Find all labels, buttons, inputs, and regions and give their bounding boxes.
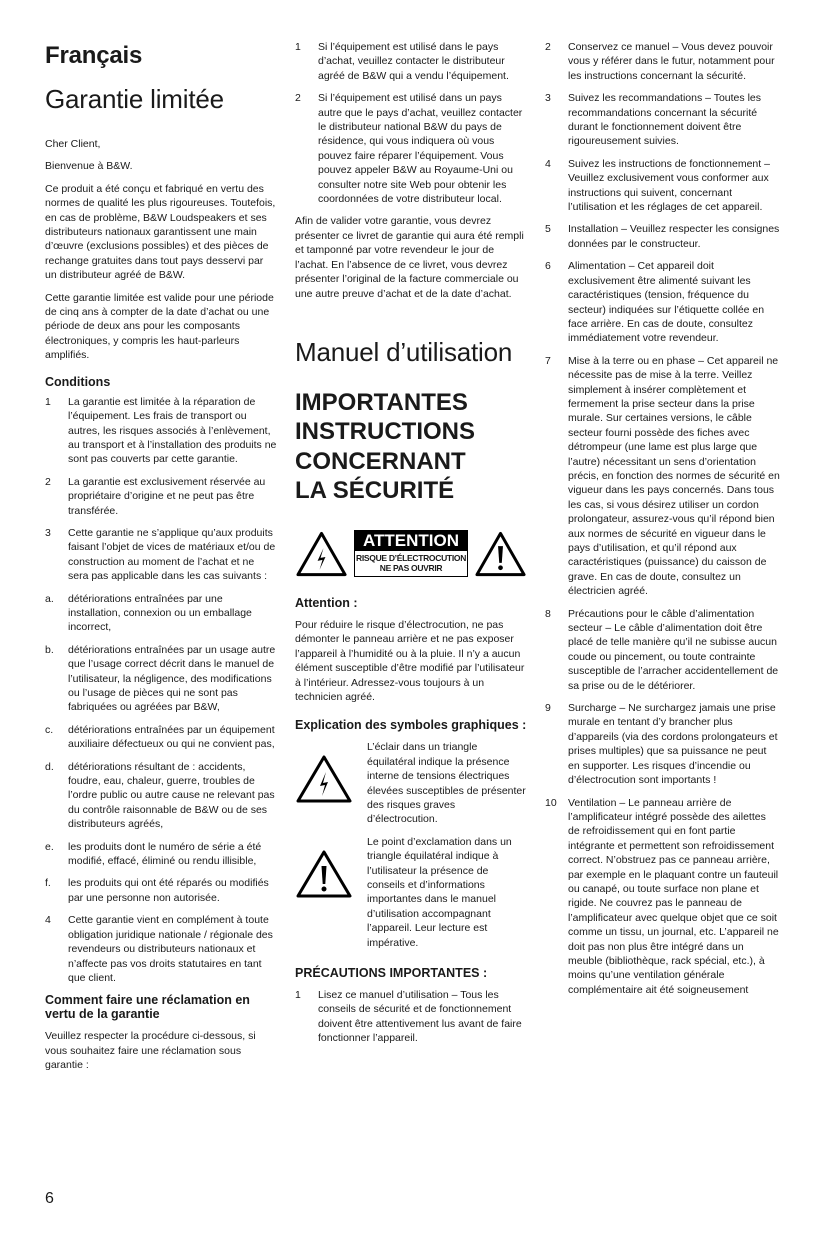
item-number: 2 bbox=[545, 41, 551, 53]
item-text: Suivez les recommandations – Toutes les recommandations concernant la sécurité durant le fonctionnement doivent être rigoureusement suivies. bbox=[568, 92, 761, 148]
list-item bbox=[45, 723, 277, 752]
validity-paragraph: Cette garantie limitée est valide pour une période de cinq ans à compter de la date d’achat ou une période de deux ans pour les composants électroniques, y compris les haut-parleurs amplifiés. bbox=[45, 291, 274, 362]
safety-title bbox=[295, 388, 527, 506]
item-text: détériorations résultant de : accidents, foudre, eau, chaleur, guerre, troubles de l’ordre public ou autre cause ne relevant pas du contrôle raisonnable de B&W ou de ses distributeurs agréés, bbox=[68, 760, 275, 831]
item-number: 4 bbox=[545, 157, 551, 170]
item-number: 3 bbox=[545, 92, 551, 105]
item-text: Cette garantie vient en complément à toute obligation juridique nationale / régionale des revendeurs ou distributeurs nationaux et n’affecte pas vos droits statutaires en tant que client. bbox=[68, 914, 273, 984]
intro-paragraph: Ce produit a été conçu et fabriqué en vertu des normes de qualité les plus rigoureuses. Toutefois, en cas de problème, B&W Loudspeakers et ses distributeurs nationaux garantissent une main d’œuvre (exclusions possibles) et des pièces de rechange gratuites dans tout pays desservi par un distributeur agréé de B&W. bbox=[45, 182, 276, 282]
item-text: Cette garantie ne s’applique qu’aux produits faisant l’objet de vices de matériaux et/ou de construction au moment de l’achat et ne sera pas applicable dans les cas suivants : bbox=[68, 526, 276, 583]
list-item bbox=[45, 760, 277, 832]
item-number: 5 bbox=[545, 223, 551, 236]
attention-text: Pour réduire le risque d’électrocution, ne pas démonter le panneau arrière et ne pas exposer l’appareil à l’humidité ou à la pluie. Il n’y a aucun élément susceptible d’être modifié par l’utilisateur à l’intérieur. Adressez-vous toujours à un technicien agréé. bbox=[295, 618, 525, 703]
column-3 bbox=[545, 40, 780, 1005]
item-number: 3 bbox=[45, 526, 51, 539]
exclamation-warning-icon bbox=[474, 530, 527, 578]
list-item bbox=[545, 701, 780, 787]
attention-heading: Attention : bbox=[295, 595, 358, 610]
list-item bbox=[545, 796, 780, 998]
list-item bbox=[45, 526, 277, 584]
item-number: a. bbox=[45, 592, 54, 605]
item-text: les produits dont le numéro de série a été modifié, effacé, éliminé ou rendu illisible, bbox=[68, 840, 262, 868]
lightning-warning-icon bbox=[295, 530, 348, 578]
welcome: Bienvenue à B&W. bbox=[45, 160, 133, 173]
item-text: Alimentation – Cet appareil doit exclusivement être alimenté suivant les caractéristiques (tension, fréquence du secteur) indiquées sur l’étiquette collée en face arrière. En cas de doute, consultez immédiatement votre revendeur. bbox=[568, 260, 765, 345]
item-text: Ventilation – Le panneau arrière de l’amplificateur intégré possède des ailettes de refroidissement qui en font partie intégrante et permettent son refroidissement correct. N’obstruez pas ce panneau arrière, par exemple en le plaquant contre un fauteuil ou canapé, ou toute surface non plane et rigide. Ne couvrez pas le panneau de l’amplificateur avec quelque objet que ce soit comme un tissu, un journal, etc. L’appareil ne doit pas non plus être intégré dans un meuble (bibliothèque, rack spécial, etc.), à moins qu’une ventilation générale complémentaire ait été soigneusement bbox=[568, 796, 779, 996]
greeting: Cher Client, bbox=[45, 138, 101, 150]
item-text: Précautions pour le câble d’alimentation secteur – Le câble d’alimentation doit être placé de telle manière qu’il ne subisse aucun coude ou pincement, ou toute contrainte susceptible de l’arracher accidentellement de sa prise ou de le détériorer. bbox=[568, 607, 779, 692]
lightning-icon bbox=[295, 754, 353, 804]
item-number: c. bbox=[45, 723, 54, 736]
item-text: Si l’équipement est utilisé dans le pays d’achat, veuillez contacter le distributeur agréé de B&W qui a vendu l’équipement. bbox=[318, 41, 509, 82]
list-item bbox=[545, 222, 780, 251]
page-number: 6 bbox=[45, 1190, 54, 1207]
safety-title-line: CONCERNANT bbox=[295, 447, 466, 475]
list-item bbox=[545, 259, 780, 345]
item-text: les produits qui ont été réparés ou modifiés par une personne non autorisée. bbox=[68, 877, 269, 904]
item-number: 7 bbox=[545, 354, 551, 367]
list-item bbox=[45, 395, 277, 467]
item-number: b. bbox=[45, 643, 54, 656]
list-item bbox=[45, 475, 277, 518]
list-item bbox=[545, 354, 780, 599]
symbol-exclamation bbox=[295, 835, 527, 950]
symbols-heading: Explication des symboles graphiques : bbox=[295, 718, 527, 733]
item-text: détériorations entraînées par un usage autre que l’usage correct décrit dans le manuel de l’utilisateur, la négligence, des modifications ou l’usage de pièces qui ne sont pas fabriquées ou agréées par B&W, bbox=[68, 643, 276, 714]
item-number: 8 bbox=[545, 607, 551, 620]
list-item bbox=[545, 40, 780, 83]
validate-paragraph: Afin de valider votre garantie, vous devrez présenter ce livret de garantie qui aura été rempli et tamponné par votre revendeur le jour de l’achat. En l’absence de ce livret, vous devrez présenter l’original de la facture commerciale ou une autre preuve d’achat et de la date d’achat. bbox=[295, 215, 524, 300]
item-text: détériorations entraînées par une installation, connexion ou un emballage incorrect, bbox=[68, 592, 252, 634]
lightning-explanation: L’éclair dans un triangle équilatéral indique la présence interne de tensions électriques élevées susceptibles de présenter des risques graves d’électrocution. bbox=[367, 741, 526, 826]
warning-line: RISQUE D’ÉLECTROCUTION bbox=[355, 553, 467, 564]
attention-box bbox=[354, 530, 468, 577]
conditions-heading: Conditions bbox=[45, 374, 111, 389]
item-number: f. bbox=[45, 877, 51, 890]
item-text: Si l’équipement est utilisé dans un pays autre que le pays d’achat, veuillez contacter le distributeur national B&W du pays de résidence, qui vous indiquera où vous pouvez faire réparer l’équipement. Vous pouvez appeler B&W au Royaume-Uni ou consulter notre site Web pour obtenir les coordonnées de votre distributeur local. bbox=[318, 92, 523, 206]
item-text: Suivez les instructions de fonctionnement – Veuillez exclusivement vous conformer aux instructions qui suivent, concernant l’utilisation et les réglages de cet appareil. bbox=[568, 157, 770, 214]
column-1 bbox=[45, 40, 277, 1081]
item-number: d. bbox=[45, 760, 54, 773]
safety-title-line: IMPORTANTES bbox=[295, 388, 468, 416]
item-number: e. bbox=[45, 840, 54, 853]
item-number: 1 bbox=[295, 989, 301, 1002]
list-item bbox=[45, 643, 277, 715]
list-item bbox=[45, 592, 277, 635]
item-number: 1 bbox=[295, 41, 301, 53]
warning-label bbox=[295, 530, 527, 578]
manual-title: Manuel d’utilisation bbox=[295, 336, 513, 367]
symbol-lightning bbox=[295, 740, 527, 826]
item-text: détériorations entraînées par un équipement auxiliaire défectueux ou qui ne convient pas, bbox=[68, 723, 275, 751]
item-number: 1 bbox=[45, 395, 51, 408]
list-item bbox=[45, 840, 277, 869]
item-number: 10 bbox=[545, 796, 557, 809]
item-text: La garantie est limitée à la réparation de l’équipement. Les frais de transport ou autres, les risques associés à l’enlèvement, au transport et à l’installation des produits ne sont pas couverts par cette garantie. bbox=[68, 395, 277, 466]
warranty-title: Garantie limitée bbox=[45, 84, 224, 114]
language-heading: Français bbox=[45, 42, 143, 69]
precautions-heading: PRÉCAUTIONS IMPORTANTES : bbox=[295, 966, 488, 981]
attention-box-header: ATTENTION bbox=[355, 531, 467, 551]
list-item bbox=[295, 40, 527, 83]
item-number: 9 bbox=[545, 702, 551, 715]
claim-text: Veuillez respecter la procédure ci-dessous, si vous souhaitez faire une réclamation sous garantie : bbox=[45, 1030, 256, 1072]
list-item bbox=[295, 988, 527, 1046]
warning-line: NE PAS OUVRIR bbox=[379, 563, 443, 574]
item-text: Installation – Veuillez respecter les consignes données par le constructeur. bbox=[568, 223, 780, 250]
attention-box-body bbox=[355, 551, 467, 576]
list-item bbox=[545, 91, 780, 149]
item-number: 2 bbox=[295, 92, 301, 105]
list-item bbox=[45, 913, 277, 985]
safety-title-line: LA SÉCURITÉ bbox=[295, 477, 455, 505]
item-number: 6 bbox=[545, 260, 551, 273]
exclamation-icon bbox=[295, 849, 353, 899]
item-text: Lisez ce manuel d’utilisation – Tous les conseils de sécurité et de fonctionnement doivent être attentivement lus avant de faire fonctionner l’appareil. bbox=[318, 989, 522, 1045]
item-text: La garantie est exclusivement réservée au propriétaire d’origine et ne peut pas être transférée. bbox=[68, 475, 266, 517]
column-2 bbox=[295, 40, 527, 1054]
list-item bbox=[295, 91, 527, 206]
claim-heading: Comment faire une réclamation en vertu de la garantie bbox=[45, 993, 250, 1022]
item-text: Mise à la terre ou en phase – Cet appareil ne nécessite pas de mise à la terre. Veillez simplement à insérer complètement et fermement la prise secteur dans la prise murale. Sur certaines versions, le câble secteur fourni possède des fiches avec détrompeur (une lame est plus large que l’autre) nécessitant un sens d’orientation précis, en fonction des normes de sécurité en vigueur dans les pays concernés. Dans tous les cas, si vous désirez utiliser un cordon prolongateur, assurez-vous qu’il répond bien aux normes de sécurité en vigueur dans le pays d’utilisation, et qu’il répond aux caractéristiques (puissance) du caisson de grave. En cas de doute, consultez un électricien agréé. bbox=[568, 354, 780, 598]
list-item bbox=[545, 607, 780, 693]
conditions-list bbox=[45, 395, 277, 986]
safety-title-line: INSTRUCTIONS bbox=[295, 418, 475, 446]
item-number: 4 bbox=[45, 914, 51, 927]
list-item bbox=[545, 157, 780, 215]
item-number: 2 bbox=[45, 475, 51, 488]
item-text: Conservez ce manuel – Vous devez pouvoir vous y référer dans le futur, notamment pour les instructions concernant la sécurité. bbox=[568, 41, 775, 82]
exclamation-explanation: Le point d’exclamation dans un triangle équilatéral indique à l’utilisateur la présence de conseils et d’informations importantes dans le manuel d’utilisation accompagnant l’appareil. Leur lecture est impérative. bbox=[367, 835, 512, 949]
item-text: Surcharge – Ne surchargez jamais une prise murale en tentant d’y brancher plus d’appareils (via des cordons prolongateurs et prises multiples) que sa puissance ne peut en supporter. Les risques d’incendie ou d’électrocution sont importants ! bbox=[568, 702, 778, 787]
list-item bbox=[45, 876, 277, 905]
